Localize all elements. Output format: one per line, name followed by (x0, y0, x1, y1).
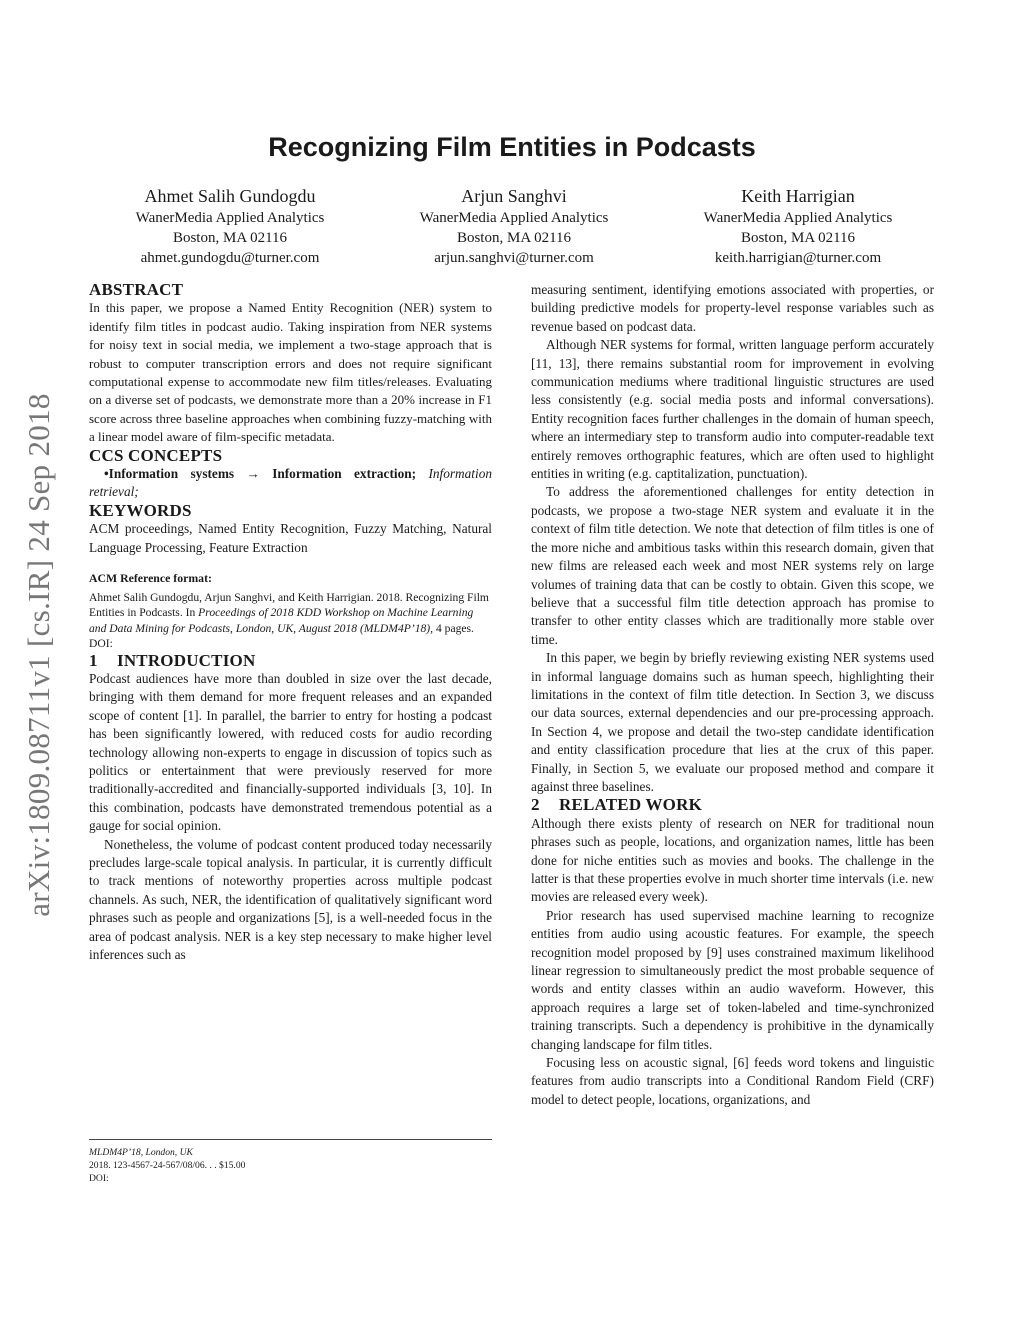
section-number: 1 (89, 650, 98, 670)
section-title: INTRODUCTION (117, 650, 256, 670)
paragraph: Focusing less on acoustic signal, [6] feeds word tokens and linguistic features from audio transcripts into a Conditional Random Field (CRF) model to detect people, locations, organizations, and (531, 1055, 934, 1107)
left-column (89, 281, 492, 965)
author-name: Ahmet Salih Gundogdu (144, 186, 316, 206)
footnote-copyright: 2018. 123-4567-24-567/08/06. . . $15.00 (89, 1160, 246, 1171)
reference-format-text (89, 590, 492, 637)
ccs-concepts (89, 465, 492, 502)
paragraph: Prior research has used supervised machine learning to recognize entities from audio using acoustic features. For example, the speech recognition model proposed by [9] uses constrained maximum likelihood linear regression to simultaneously predict the most probable sequence of words and entity classes within an audio waveform. However, this approach requires a large set of token-labeled and time-synchronized training transcripts. Such a dependency is prohibitive in the dynamically changing landscape for film titles. (531, 907, 934, 1052)
reference-doi: DOI: (89, 637, 113, 651)
reference-plain: Ahmet Salih Gundogdu, Arjun Sanghvi, and Keith Harrigian. 2018. Recognizing Film Entities in Podcasts. In (89, 590, 489, 620)
author-block (88, 184, 940, 268)
author-location: Boston, MA 02116 (740, 230, 856, 246)
paragraph: In this paper, we begin by briefly reviewing existing NER systems used in informal language domains such as human speech, highlighting their limitations in the context of film title detection. In Section 3, we discuss our data sources, external dependencies and our pre-processing approach. In Section 4, we propose and detail the two-step candidate identification and entity classification procedure that lies at the crux of this paper. Finally, in Section 5, we evaluate our proposed method and compare it against three baselines. (531, 650, 934, 794)
abstract-heading: ABSTRACT (89, 280, 184, 299)
ccs-primary: Information systems (108, 466, 235, 482)
right-column (531, 281, 934, 1109)
author-email: keith.harrigian@turner.com (714, 250, 882, 266)
paragraph: measuring sentiment, identifying emotions associated with properties, or building predictive models for property-level response variables such as revenue based on podcast data. (531, 282, 934, 334)
ccs-tertiary: Information retrieval; (89, 466, 492, 500)
author-affiliation: WanerMedia Applied Analytics (135, 210, 325, 226)
author-name: Arjun Sanghvi (461, 186, 567, 206)
paragraph: To address the aforementioned challenges for entity detection in podcasts, we propose a two-stage NER system and evaluate it in the context of film title detection. We note that detection of film titles is one of the more niche and ambitious tasks within this research domain, given that new films are released each week and most NER systems rely on large volumes of training data that can be costly to obtain. Given this scope, we believe that a successful film title detection approach has promise to transfer to other entity classes which are traditionally more stable over time. (531, 484, 934, 647)
section-title: RELATED WORK (559, 795, 702, 815)
author-1 (88, 184, 372, 268)
author-location: Boston, MA 02116 (456, 230, 572, 246)
author-2 (372, 184, 656, 268)
abstract-text: In this paper, we propose a Named Entity Recognition (NER) system to identify film titles in podcast audio. Taking inspiration from NER systems for noisy text in social media, we implement a two-stage approach that is robust to computer transcription errors and does not require significant computational expense to accommodate new film titles/releases. Evaluating on a diverse set of podcasts, we demonstrate more than a 20% increase in F1 score across three baseline approaches when combining fuzzy-matching with a linear model aware of film-specific metadata. (89, 300, 492, 445)
ccs-heading: CCS CONCEPTS (89, 445, 223, 465)
reference-pages: 4 pages. (433, 621, 474, 635)
reference-format (89, 571, 492, 652)
author-affiliation: WanerMedia Applied Analytics (419, 210, 609, 226)
footnote (89, 1139, 492, 1185)
paragraph: Although NER systems for formal, written language perform accurately [11, 13], there remains substantial room for improvement in evolving communication mediums where traditional linguistic structures are used less consistently (e.g. social media posts and informal conversations). Entity recognition faces further challenges in the domain of human speech, where an intermediary step to transform audio into computer-readable text entirely removes orthographic features, which are often used to highlight entities in writing (e.g. captitalization, punctuation). (531, 337, 934, 482)
paragraph: Podcast audiences have more than doubled in size over the last decade, bringing with them demand for more frequent releases and an expanded scope of content [1]. In parallel, the barrier to entry for hosting a podcast has been significantly lowered, with reduced costs for audio recording technology allowing non-experts to engage in discussion of topics such as politics or entertainment that were previously reserved for more traditionally-accredited and financially-supported individuals [3, 10]. In this combination, podcasts have demonstrated tremendous potential as a gauge for social opinion. (89, 671, 492, 834)
paragraph: Although there exists plenty of research on NER for traditional noun phrases such as people, locations, and organization names, little has been done for niche entities such as movies and books. The challenge in the latter is that these properties evolve in much shorter time intervals (i.e. new movies are released every week). (531, 815, 934, 905)
footnote-doi: DOI: (89, 1173, 109, 1184)
ccs-arrow: → (234, 466, 273, 482)
keywords-text: ACM proceedings, Named Entity Recognition, Fuzzy Matching, Natural Language Processing, Feature Extraction (89, 521, 492, 555)
paragraph: Nonetheless, the volume of podcast content produced today necessarily precludes large-scale topical analysis. In particular, it is currently difficult to track mentions of noteworthy properties across multiple podcast channels. As such, NER, the identification of qualitatively significant word phrases such as people and organizations [5], is a well-needed focus in the area of podcast analysis. NER is a key step necessary to make higher level inferences such as (89, 836, 492, 963)
section-number: 2 (531, 795, 540, 815)
author-affiliation: WanerMedia Applied Analytics (703, 210, 893, 226)
introduction-heading (89, 652, 492, 670)
author-email: arjun.sanghvi@turner.com (434, 250, 594, 266)
arxiv-identifier: arXiv:1809.08711v1 [cs.IR] 24 Sep 2018 (21, 393, 56, 917)
reference-format-heading: ACM Reference format: (89, 571, 212, 586)
keywords-heading: KEYWORDS (89, 500, 192, 520)
author-3 (656, 184, 940, 268)
footnote-venue: MLDM4P’18, London, UK (89, 1147, 193, 1158)
author-name: Keith Harrigian (741, 186, 855, 206)
author-email: ahmet.gundogdu@turner.com (140, 250, 320, 266)
reference-proceedings: Proceedings of 2018 KDD Workshop on Machine Learning and Data Mining for Podcasts, London, UK, August 2018 (MLDM4P’18), (89, 606, 474, 635)
paper-title: Recognizing Film Entities in Podcasts (268, 132, 756, 162)
related-work-heading (531, 796, 934, 814)
ccs-secondary: Information extraction; (272, 466, 417, 482)
author-location: Boston, MA 02116 (172, 230, 288, 246)
ccs-bullet: • (104, 466, 109, 482)
